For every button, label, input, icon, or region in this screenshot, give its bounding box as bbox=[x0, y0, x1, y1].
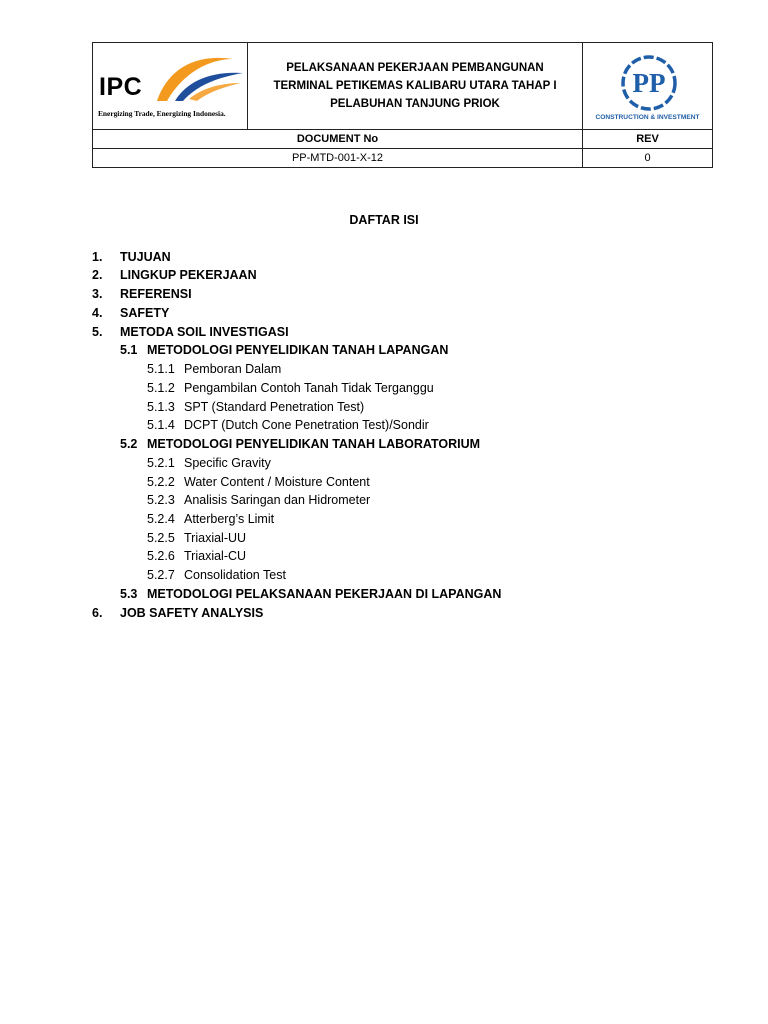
toc-number: 5.2.7 bbox=[147, 568, 175, 582]
toc-item-subsection bbox=[147, 455, 271, 471]
toc-item-subsection bbox=[147, 361, 281, 377]
toc-number: 1. bbox=[92, 250, 103, 264]
document-no-label: DOCUMENT No bbox=[93, 130, 583, 149]
toc-item-chapter bbox=[92, 286, 192, 302]
title-line: TERMINAL PETIKEMAS KALIBARU UTARA TAHAP I bbox=[273, 80, 557, 92]
title-line: PELAKSANAAN PEKERJAAN PEMBANGUNAN bbox=[286, 62, 544, 74]
toc-label: Analisis Saringan dan Hidrometer bbox=[184, 493, 371, 507]
pp-logo-icon bbox=[619, 54, 679, 112]
rev-value: 0 bbox=[583, 149, 713, 168]
toc-item-subsection bbox=[147, 567, 286, 583]
toc-number: 5. bbox=[92, 325, 103, 339]
toc-label: DCPT (Dutch Cone Penetration Test)/Sondir bbox=[184, 418, 429, 432]
toc-label: TUJUAN bbox=[120, 250, 171, 264]
toc-number: 3. bbox=[92, 287, 103, 301]
toc-number: 5.1 bbox=[120, 343, 138, 357]
pp-logo-mark: PP bbox=[632, 68, 666, 98]
toc-label: LINGKUP PEKERJAAN bbox=[120, 268, 257, 282]
toc-item-chapter bbox=[92, 249, 171, 265]
toc-label: METODA SOIL INVESTIGASI bbox=[120, 325, 289, 339]
toc-label: Water Content / Moisture Content bbox=[184, 475, 370, 489]
ipc-logo-cell bbox=[93, 43, 248, 130]
toc-item-chapter bbox=[92, 305, 169, 321]
pp-logo-cell bbox=[583, 43, 713, 130]
toc-item-section bbox=[120, 436, 480, 452]
document-title bbox=[248, 43, 583, 130]
toc-title: DAFTAR ISI bbox=[349, 213, 419, 227]
toc-label: METODOLOGI PELAKSANAAN PEKERJAAN DI LAPANGAN bbox=[147, 587, 502, 601]
toc-label: Pengambilan Contoh Tanah Tidak Terganggu bbox=[184, 381, 434, 395]
toc-item-subsection bbox=[147, 492, 370, 508]
toc-item-subsection bbox=[147, 474, 370, 490]
rev-label: REV bbox=[583, 130, 713, 149]
toc-label: SPT (Standard Penetration Test) bbox=[184, 400, 365, 414]
toc-item-chapter bbox=[92, 605, 263, 621]
toc-label: Pemboran Dalam bbox=[184, 362, 282, 376]
toc-number: 5.2.5 bbox=[147, 531, 175, 545]
toc-number: 5.2.3 bbox=[147, 493, 175, 507]
toc-label: METODOLOGI PENYELIDIKAN TANAH LAPANGAN bbox=[147, 343, 449, 357]
toc-number: 4. bbox=[92, 306, 103, 320]
toc-item-chapter bbox=[92, 267, 257, 283]
toc-item-subsection bbox=[147, 417, 429, 433]
toc-label: Consolidation Test bbox=[184, 568, 286, 582]
toc-number: 5.2.4 bbox=[147, 512, 175, 526]
toc-item-subsection bbox=[147, 548, 246, 564]
toc-number: 5.2 bbox=[120, 437, 138, 451]
toc-item-subsection bbox=[147, 380, 434, 396]
pp-logo-tagline: CONSTRUCTION & INVESTMENT bbox=[595, 114, 700, 121]
toc-item-section bbox=[120, 342, 448, 358]
toc-label: METODOLOGI PENYELIDIKAN TANAH LABORATORIUM bbox=[147, 437, 481, 451]
toc-item-subsection bbox=[147, 530, 246, 546]
toc-item-subsection bbox=[147, 511, 274, 527]
toc-number: 5.2.2 bbox=[147, 475, 175, 489]
toc-number: 5.2.6 bbox=[147, 549, 175, 563]
toc-label: Triaxial-UU bbox=[184, 531, 247, 545]
title-line: PELABUHAN TANJUNG PRIOK bbox=[330, 98, 500, 110]
toc-label: Specific Gravity bbox=[184, 456, 271, 470]
document-header-table bbox=[92, 42, 713, 168]
ipc-swoosh-logo-icon bbox=[153, 51, 245, 103]
toc-label: REFERENSI bbox=[120, 287, 192, 301]
ipc-logo-tagline: Energizing Trade, Energizing Indonesia. bbox=[98, 109, 226, 118]
toc-item-subsection bbox=[147, 399, 364, 415]
ipc-logo-wordmark: IPC bbox=[99, 73, 143, 101]
toc-label: Triaxial-CU bbox=[184, 549, 247, 563]
toc-item-chapter bbox=[92, 324, 289, 340]
toc-label: JOB SAFETY ANALYSIS bbox=[120, 606, 264, 620]
toc-number: 6. bbox=[92, 606, 103, 620]
toc-number: 5.1.3 bbox=[147, 400, 175, 414]
toc-number: 5.3 bbox=[120, 587, 138, 601]
toc-number: 5.1.1 bbox=[147, 362, 175, 376]
toc-label: Atterberg’s Limit bbox=[184, 512, 275, 526]
toc-number: 5.2.1 bbox=[147, 456, 175, 470]
document-no-value: PP-MTD-001-X-12 bbox=[93, 149, 583, 168]
toc-number: 2. bbox=[92, 268, 103, 282]
toc-label: SAFETY bbox=[120, 306, 170, 320]
toc-number: 5.1.2 bbox=[147, 381, 175, 395]
toc-item-section bbox=[120, 586, 501, 602]
toc-number: 5.1.4 bbox=[147, 418, 175, 432]
